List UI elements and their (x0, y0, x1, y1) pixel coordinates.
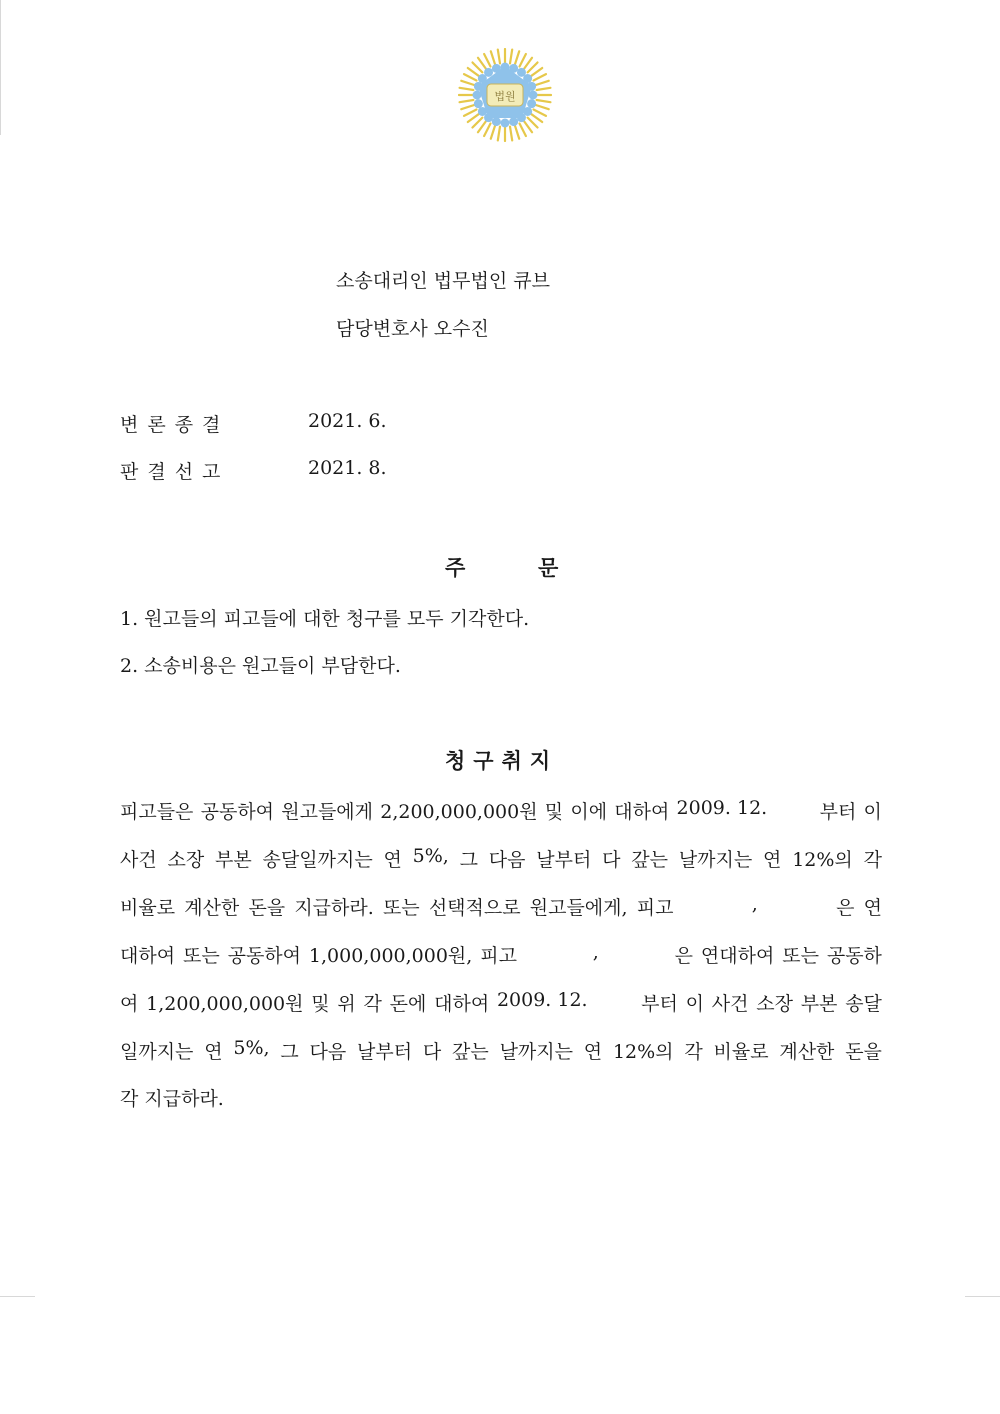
word: 연 (204, 1041, 223, 1063)
word: 부터 (819, 801, 857, 823)
order-item-1: 1. 원고들의 피고들에 대한 청구를 모두 기각한다. (120, 608, 530, 630)
word: 공동하여 (200, 801, 275, 823)
word: 연 (863, 897, 882, 919)
word: 공동하여 (227, 945, 302, 967)
redacted-date (774, 797, 812, 824)
word: 피고 (636, 897, 674, 919)
claim-line-4 (120, 941, 882, 968)
word: 갚는 (452, 1041, 489, 1063)
word: 원고들에게, (529, 897, 628, 919)
word: 사건 (711, 993, 749, 1015)
word: 부본 (800, 993, 838, 1015)
redacted-name (607, 941, 667, 968)
court-emblem-icon (458, 48, 552, 142)
word: 날까지는 (499, 1041, 573, 1063)
word: 공동하 (826, 945, 882, 967)
claim-line-2 (120, 845, 882, 872)
emblem-label: 법원 (494, 90, 516, 103)
word: , (751, 893, 758, 915)
word: 각 (363, 993, 382, 1015)
word: 다음 (488, 849, 526, 871)
word: 피고들은 (120, 801, 194, 823)
word: , (592, 941, 599, 963)
word: 5%, (412, 845, 449, 867)
word: 다 (422, 1041, 442, 1063)
counsel-firm: 소송대리인 법무법인 큐브 (336, 270, 550, 292)
word: 2,200,000,000원 (380, 801, 538, 823)
ruling-date: 2021. 8. (308, 457, 387, 479)
ruling-label: 판결선고 (120, 461, 230, 483)
word: 연 (383, 849, 402, 871)
order-title-part1: 주 (445, 556, 466, 580)
word: 이 (685, 993, 704, 1015)
word: 1,000,000,000원, (308, 945, 473, 967)
word: 2009. 12. (676, 797, 768, 819)
counsel-attorney: 담당변호사 오수진 (336, 318, 489, 340)
redacted-name (525, 941, 585, 968)
scan-edge-mark-right (965, 1296, 1000, 1297)
word: 은 (836, 897, 855, 919)
word: 연 (583, 1041, 603, 1063)
word: 각 (863, 849, 882, 871)
word: 날까지는 (678, 849, 753, 871)
word: 부터 (641, 993, 678, 1015)
order-title-part2: 문 (538, 556, 559, 580)
scan-edge-line (0, 0, 1, 135)
word: 5%, (233, 1037, 270, 1059)
claim-line-6 (120, 1037, 882, 1064)
word: 돈을 (845, 1041, 882, 1063)
redacted-name (767, 893, 827, 920)
word: 돈에 (389, 993, 427, 1015)
word: 날부터 (357, 1041, 413, 1063)
claim-line-1 (120, 797, 882, 824)
word: 위 (337, 993, 356, 1015)
closing-label: 변론종결 (120, 414, 230, 436)
word: 여 (120, 993, 139, 1015)
word: 연대하여 (700, 945, 775, 967)
word: 피고 (480, 945, 517, 967)
claim-last-line: 각 지급하라. (120, 1088, 224, 1110)
claim-title: 청구취지 (445, 749, 559, 773)
order-item-2: 2. 소송비용은 원고들이 부담한다. (120, 655, 401, 677)
scan-edge-mark-left (0, 1296, 35, 1297)
word: 비율로 (713, 1041, 769, 1063)
word: 연 (763, 849, 782, 871)
word: 갚는 (631, 849, 669, 871)
redacted-name (683, 893, 743, 920)
claim-line-3 (120, 893, 882, 920)
redacted-date (595, 989, 633, 1016)
word: 12%의 (612, 1041, 674, 1063)
word: 그 (280, 1041, 299, 1063)
word: 또는 (382, 897, 420, 919)
word: 원고들에게 (281, 801, 374, 823)
word: 날부터 (536, 849, 592, 871)
word: 부본 (215, 849, 252, 871)
word: 소장 (167, 849, 205, 871)
word: 및 (311, 993, 330, 1015)
word: 일까지는 (120, 1041, 194, 1063)
word: 대하여 (434, 993, 490, 1015)
word: 12%의 (792, 849, 853, 871)
word: 다음 (309, 1041, 347, 1063)
word: 대하여 (120, 945, 176, 967)
word: 송달일까지는 (262, 849, 373, 871)
closing-date: 2021. 6. (308, 410, 387, 432)
word: 계산한 (779, 1041, 835, 1063)
word: 선택적으로 (428, 897, 521, 919)
word: 비율로 (120, 897, 176, 919)
word: 각 (684, 1041, 703, 1063)
word: 다 (602, 849, 621, 871)
word: 사건 (120, 849, 157, 871)
word: 계산한 (184, 897, 240, 919)
word: 또는 (782, 945, 819, 967)
word: 또는 (182, 945, 220, 967)
word: 지급하라. (294, 897, 374, 919)
word: 은 (674, 945, 693, 967)
word: 돈을 (248, 897, 286, 919)
word: 2009. 12. (496, 989, 588, 1011)
word: 이에 (570, 801, 608, 823)
claim-line-5 (120, 989, 882, 1016)
word: 그 (459, 849, 478, 871)
word: 및 (544, 801, 564, 823)
word: 이 (863, 801, 882, 823)
word: 대하여 (614, 801, 670, 823)
word: 1,200,000,000원 (146, 993, 304, 1015)
word: 소장 (756, 993, 793, 1015)
word: 송달 (845, 993, 882, 1015)
